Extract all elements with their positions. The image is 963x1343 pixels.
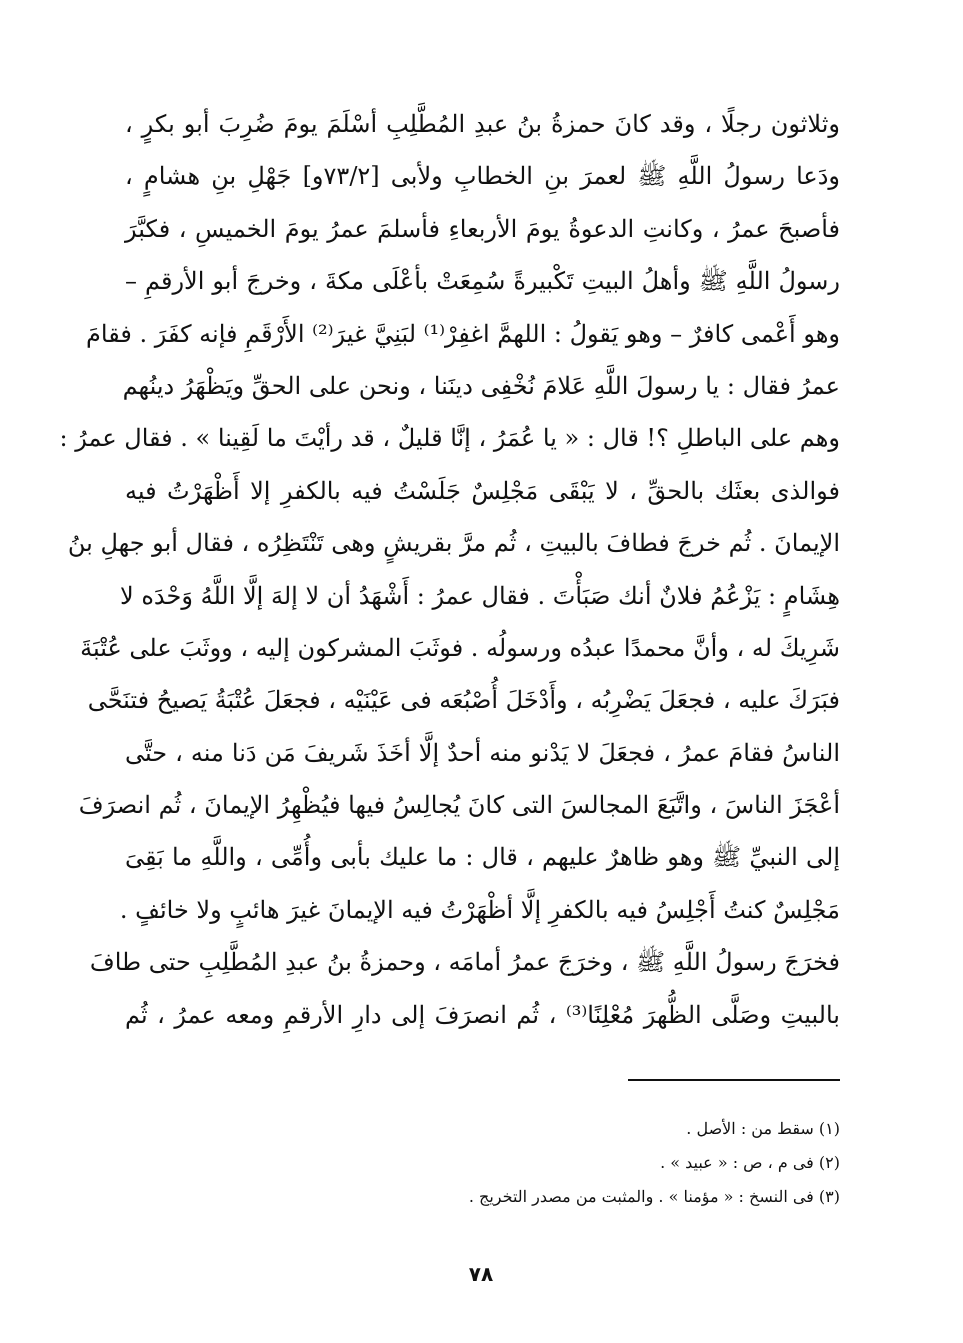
- footnotes-block: [300, 1112, 840, 1214]
- text-line-12: فبَرَكَ عليه ، فجعَلَ يَضْرِبُه ، وأَدْخَلَ أُصْبُعَه فى عَيْنَيْه ، فجعَلَ عُتْبَةُ يَصيحُ فتنَحَّى: [87, 686, 840, 715]
- main-text-block: [59, 98, 840, 1041]
- text-line-11: شَرِيكَ له ، وأنَّ محمدًا عبدُه ورسولُه . فوثَبَ المشركون إليه ، ووثَبَ على عُتْبَةَ: [80, 633, 840, 662]
- footnote-2: (٢) فى م ، ص : « عبيد » .: [660, 1153, 840, 1172]
- footnote-1: (١) سقط من : الأصل .: [686, 1119, 840, 1138]
- text-line-18: بالبيتِ وصَلَّى الظُّهرَ مُعْلِنًا⁽³⁾ ، ثُم انصرَفَ إلى دارِ الأرقمِ ومعه عمرُ ، ثُم: [125, 1000, 840, 1029]
- text-line-6: عمرُ فقال : يا رسولَ اللَّهِ عَلامَ نُخْفِى دينَنا ، ونحن على الحقِّ ويَظْهَرُ دينُهم: [122, 371, 840, 400]
- text-line-1: وثلاثون رجلًا ، وقد كانَ حمزةُ بنُ عبدِ المُطَّلِبِ أسْلَمَ يومَ ضُرِبَ أبو بكرٍ ،: [125, 110, 840, 138]
- text-line-16: مَجْلِسٌ كنتُ أَجْلِسُ فيه بالكفرِ إلَّا أظْهَرْتُ فيه الإيمانَ غيرَ هائبٍ ولا خائفٍ .: [119, 895, 840, 924]
- footnote-separator: [628, 1079, 840, 1081]
- text-line-15: إلى النبيِّ ﷺ وهو ظاهرٌ عليهم ، قال : ما عليك بأبى وأُمِّى ، واللَّهِ ما بَقِىَ: [125, 843, 840, 872]
- footnote-3: (٣) فى النسخ : « مؤمنا » . والمثبت من مصدر التخريج .: [468, 1187, 840, 1206]
- page-number: ٧٨: [468, 1262, 494, 1286]
- text-line-14: أعْجَزَ الناسَ ، واتَّبَعَ المجالسَ التى كانَ يُجالِسُ فيها فيُظْهِرُ الإيمانَ ، ثُم انصرَفَ: [78, 791, 840, 820]
- text-line-10: هِشَامٍ : يَزْعُمُ فلانٌ أنك صَبَأْتَ . فقال عمرُ : أَشْهَدُ أن لا إلهَ إلَّا اللَّهُ وَحْدَه لا: [120, 581, 840, 610]
- text-line-2: ودَعا رسولُ اللَّهِ ﷺ لعمرَ بنِ الخطابِ ولأبى [٧٣/٢و] جَهْلِ بنِ هشامٍ ،: [125, 162, 840, 191]
- text-line-13: الناسُ فقامَ عمرُ ، فجعَلَ لا يَدْنو منه أحدٌ إلَّا أخَذَ شَريفَ مَن دَنا منه ، حتَّى: [125, 738, 840, 767]
- text-line-5: وهو أَعْمى كافرٌ – وهو يَقولُ : اللهمَّ اغفِرْ⁽¹⁾ لبَنِيَّ غيرَ⁽²⁾ الأَرْقَمِ فإنه كفَرَ . فقامَ: [86, 319, 840, 348]
- text-line-4: رسولُ اللَّهِ ﷺ وأهلُ البيتِ تَكْبيرةً سُمِعَتْ بأعْلَى مكةَ ، وخرجَ أبو الأرقمِ –: [125, 267, 840, 296]
- text-line-9: الإيمانَ . ثُم خرجَ فطافَ بالبيتِ ، ثُم مرَّ بقريشٍ وهى تَنْتَظِرُه ، فقال أبو جهلِ بنُ: [67, 529, 840, 558]
- text-line-3: فأصبحَ عمرُ ، وكانتِ الدعوةُ يومَ الأربعاءِ فأسلمَ عمرُ يومَ الخميسِ ، فكبَّرَ: [125, 214, 840, 243]
- text-line-8: فوالذى بعثَك بالحقِّ ، لا يَبْقَى مَجْلِسٌ جَلَسْتُ فيه بالكفرِ إلا أَظْهَرْتُ فيه: [125, 476, 840, 505]
- text-line-17: فخرَجَ رسولُ اللَّهِ ﷺ ، وخرَجَ عمرُ أمامَه ، وحمزةُ بنُ عبدِ المُطَّلِبِ حتى طافَ: [89, 948, 840, 977]
- text-line-7: وهم على الباطلِ ؟! قال : « يا عُمَرُ ، إنَّا قليلٌ ، قد رأيْتَ ما لَقِينا » . فقال عمرُ :: [59, 424, 840, 453]
